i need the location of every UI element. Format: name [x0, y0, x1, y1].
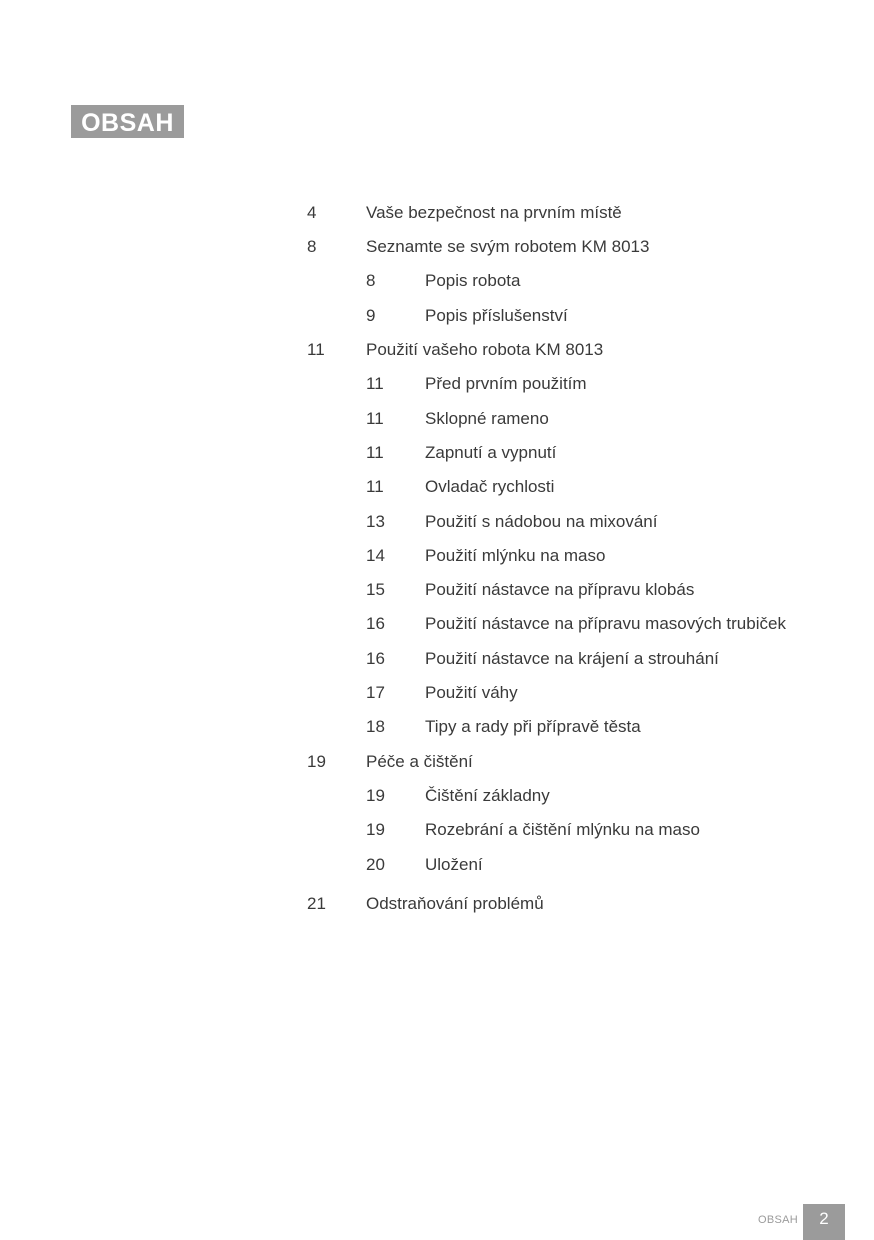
toc-entry-label: Uložení	[425, 855, 483, 874]
toc-page-number: 11	[366, 443, 384, 462]
toc-page-number: 19	[307, 752, 326, 771]
toc-entry-label: Popis příslušenství	[425, 306, 568, 325]
toc-entry-label: Sklopné rameno	[425, 409, 549, 428]
page-number-box: 2	[803, 1204, 845, 1240]
toc-entry-label: Použití s nádobou na mixování	[425, 512, 658, 531]
toc-entry-label: Použití mlýnku na maso	[425, 546, 606, 565]
toc-page-number: 16	[366, 614, 385, 633]
toc-entry-label: Použití nástavce na přípravu klobás	[425, 580, 695, 599]
toc-page-number: 11	[307, 340, 325, 359]
toc-page-number: 4	[307, 203, 317, 222]
footer-section-label: OBSAH	[758, 1214, 799, 1226]
section-title: OBSAH	[71, 105, 184, 138]
toc-entry-label: Před prvním použitím	[425, 374, 587, 393]
toc-page-number: 8	[307, 237, 317, 256]
toc-page-number: 17	[366, 683, 385, 702]
toc-entry-label: Odstraňování problémů	[366, 894, 544, 913]
toc-page-number: 11	[366, 477, 384, 496]
toc-page-number: 11	[366, 374, 384, 393]
toc-entry-label: Popis robota	[425, 271, 521, 290]
toc-entry-label: Rozebrání a čištění mlýnku na maso	[425, 820, 700, 839]
toc-page-number: 13	[366, 512, 385, 531]
toc-entry-label: Tipy a rady při přípravě těsta	[425, 717, 641, 736]
toc-page-number: 18	[366, 717, 385, 736]
toc-entry-label: Péče a čištění	[366, 752, 473, 771]
toc-entry-label: Ovladač rychlosti	[425, 477, 555, 496]
toc-page-number: 16	[366, 649, 385, 668]
toc-page-number: 21	[307, 894, 326, 913]
toc-page-number: 19	[366, 786, 385, 805]
toc-entry-label: Seznamte se svým robotem KM 8013	[366, 237, 650, 256]
toc-entry-label: Zapnutí a vypnutí	[425, 443, 557, 462]
toc-page-number: 20	[366, 855, 385, 874]
toc-page-number: 15	[366, 580, 385, 599]
toc-page-number: 19	[366, 820, 385, 839]
toc-page-number: 11	[366, 409, 384, 428]
toc-entry-label: Čištění základny	[425, 786, 550, 805]
toc-page-number: 8	[366, 271, 376, 290]
toc-entry-label: Použití vašeho robota KM 8013	[366, 340, 604, 359]
toc-entry-label: Použití nástavce na přípravu masových trubiček	[425, 614, 786, 633]
toc-entry-label: Použití váhy	[425, 683, 518, 702]
toc-entry-label: Použití nástavce na krájení a strouhání	[425, 649, 719, 668]
toc-entry-label: Vaše bezpečnost na prvním místě	[366, 203, 622, 222]
toc-page-number: 14	[366, 546, 385, 565]
toc-page-number: 9	[366, 306, 376, 325]
